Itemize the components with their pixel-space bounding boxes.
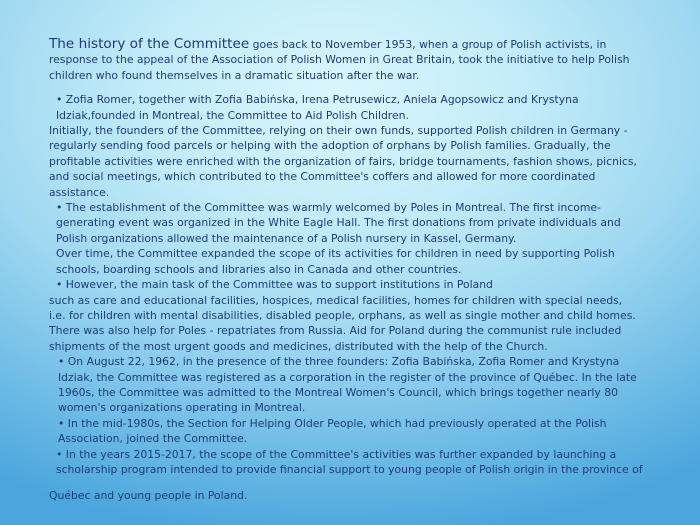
paragraph-main-task: • However, the main task of the Committee was to support institutions in Poland <box>56 278 493 292</box>
paragraph-main-task-3: i.e. for children with mental disabilities, disabled people, orphans, as well as single mother and child homes. <box>49 308 636 322</box>
paragraph-founders: • Zofia Romer, together with Zofia Babińska, Irena Petrusewicz, Aniela Agopsowicz and Krystyna Idziak,founded in Montreal, the Committee to Aid Polish Children. <box>56 93 579 122</box>
paragraph-repatriates: There was also help for Poles - repatriates from Russia. Aid for Poland during the communist rule included shipments of the most urgent goods and medicines, distributed with the help of the Church. <box>49 324 622 353</box>
paragraph-scholarship-end: Québec and young people in Poland. <box>49 489 248 503</box>
paragraph-scholarship: • In the years 2015-2017, the scope of the Committee's activities was further expanded by launching a scholarship program intended to provide financial support to young people of Polish origin in the province of <box>56 447 643 476</box>
paragraph-expansion: Over time, the Committee expanded the scope of its activities for children in need by supporting Polish schools, boarding schools and libraries also in Canada and other countries. <box>56 247 615 276</box>
paragraph-main-task-2: such as care and educational facilities, hospices, medical facilities, homes for children with special needs, <box>49 293 623 307</box>
paragraph-registration: • On August 22, 1962, in the presence of the three founders: Zofia Babińska, Zofia Romer and Krystyna Idziak, the Committee was registered as a corporation in the register of the province of Québec. In the late 1960s, the Committee was admitted to the Montreal Women's Council, which brings together nearly 80 women's organizations operating in Montreal. <box>58 355 637 415</box>
paragraph-initial-activities: Initially, the founders of the Committee, relying on their own funds, supported Polish children in Germany - regularly sending food parcels or helping with the adoption of orphans by Polish families. Gradually, the profitable activities were enriched with the organization of fairs, bridge tournaments, fashion shows, picnics, and social meetings, which contributed to the Committee's coffers and allowed for more coordinated assistance. <box>49 124 637 199</box>
paragraph-establishment: • The establishment of the Committee was warmly welcomed by Poles in Montreal. The first income-generating event was organized in the White Eagle Hall. The first donations from private individuals and Polish organizations allowed the maintenance of a Polish nursery in Kassel, Germany. <box>56 201 621 245</box>
paragraph-older-people: • In the mid-1980s, the Section for Helping Older People, which had previously operated at the Polish Association, joined the Committee. <box>58 416 607 446</box>
intro-paragraph <box>49 37 649 83</box>
history-text <box>49 37 649 504</box>
intro-text: goes back to November 1953, when a group of Polish activists, in response to the appeal of the Association of Polish Women in Great Britain, took the initiative to help Polish children who found themselves in a dramatic situation after the war. <box>49 38 630 82</box>
lead-title: The history of the Committee <box>49 36 250 52</box>
